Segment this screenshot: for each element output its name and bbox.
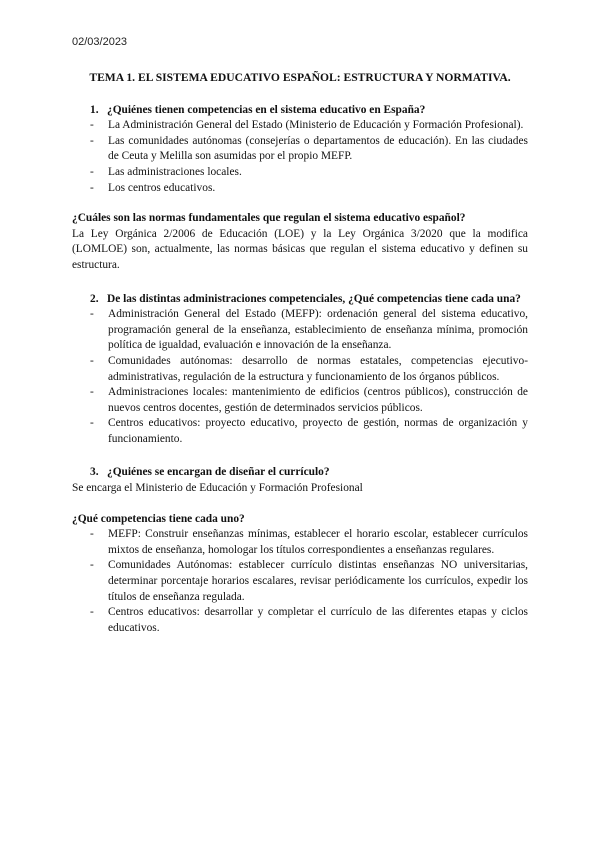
list-item: - Comunidades Autónomas: establecer currículo distintas enseñanzas NO universitarias, determinar porcentaje horarios escalares, revisar periódicamente los currículos, expedir los títulos de enseñanza regulada. (90, 559, 528, 603)
document-body (72, 70, 528, 636)
question-number: 2. (90, 292, 99, 305)
question-text: ¿Quiénes tienen competencias en el sistema educativo en España? (107, 103, 426, 116)
question-text: ¿Quiénes se encargan de diseñar el currículo? (107, 466, 330, 479)
list-item: - Administraciones locales: mantenimiento de edificios (centros públicos), construcción de nuevos centros docentes, gestión de determinados servicios públicos. (90, 386, 528, 414)
question-number: 1. (90, 103, 99, 116)
list-item: - Las comunidades autónomas (consejerías o departamentos de educación). En las ciudades de Ceuta y Melilla son asumidas por el propio MEFP. (90, 134, 528, 163)
answer-list-2 (72, 307, 528, 447)
question-3 (90, 465, 528, 481)
list-item: - Los centros educativos. (90, 181, 216, 194)
question-text: De las distintas administraciones competenciales, ¿Qué competencias tiene cada una? (107, 292, 521, 305)
document-title: TEMA 1. EL SISTEMA EDUCATIVO ESPAÑOL: ESTRUCTURA Y NORMATIVA. (89, 71, 511, 84)
answer-list-3 (72, 527, 528, 636)
question-number: 3. (90, 466, 99, 479)
document-date: 02/03/2023 (72, 36, 128, 48)
list-item: - La Administración General del Estado (Ministerio de Educación y Formación Profesional). (90, 119, 524, 132)
list-item: - Centros educativos: proyecto educativo, proyecto de gestión, normas de organización y funcionamiento. (90, 417, 528, 445)
question-2 (90, 292, 528, 308)
list-item: - Comunidades autónomas: desarrollo de normas estatales, competencias ejecutivo-administrativas, regulación de la estructura y funcionamiento de los órganos públicos. (90, 354, 528, 383)
question-normas: ¿Cuáles son las normas fundamentales que regulan el sistema educativo español? (72, 212, 466, 225)
answer-list-1 (72, 118, 528, 196)
question-1 (90, 103, 528, 119)
list-item: - Las administraciones locales. (90, 165, 242, 178)
list-item: - Centros educativos: desarrollar y completar el currículo de las diferentes etapas y ciclos educativos. (90, 606, 528, 634)
answer-curriculo: Se encarga el Ministerio de Educación y Formación Profesional (72, 482, 363, 495)
answer-normas: La Ley Orgánica 2/2006 de Educación (LOE) y la Ley Orgánica 3/2020 que la modifica (LOMLOE) son, actualmente, las normas básicas que regulan el sistema educativo y definen su estructura. (72, 227, 528, 271)
list-item: - MEFP: Construir enseñanzas mínimas, establecer el horario escolar, establecer currículos mixtos de enseñanza, homologar los títulos correspondientes a enseñanzas regulares. (90, 528, 528, 556)
question-competencias: ¿Qué competencias tiene cada uno? (72, 512, 245, 525)
list-item: - Administración General del Estado (MEFP): ordenación general del sistema educativo, programación general de la enseñanza, establecimiento de enseñanza mínima, promoción política de igualdad, evaluación e innovación de la enseñanza. (90, 308, 528, 352)
